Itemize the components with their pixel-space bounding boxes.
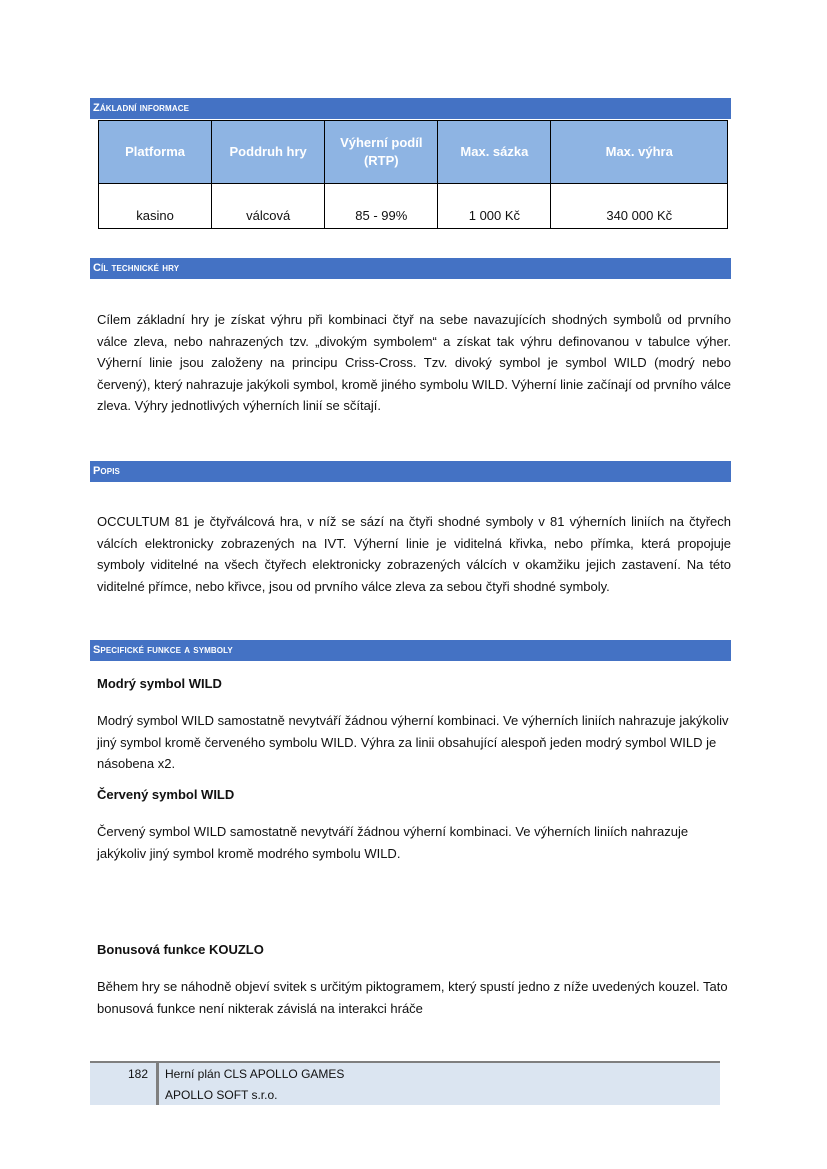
- blue-wild-paragraph: Modrý symbol WILD samostatně nevytváří žádnou výherní kombinaci. Ve výherních liniích nahrazuje jakýkoliv jiný symbol kromě červeného symbolu WILD. Výhra za linii obsahující alespoň jeden modrý symbol WILD je násobena x2.: [97, 713, 729, 771]
- page-footer: [90, 1061, 720, 1105]
- table-header: Max. výhra: [551, 121, 728, 184]
- goal-paragraph: Cílem základní hry je získat výhru při kombinaci čtyř na sebe navazujících shodných symbolů od prvního válce zleva, nebo nahrazených tzv. „divokým symbolem“ a získat tak výhru definovanou v tabulce výher. Výherní linie jsou založeny na principu Criss-Cross. Tzv. divoký symbol je symbol WILD (modrý nebo červený), který nahrazuje jakýkoli symbol, kromě jiného symbolu WILD. Výherní linie začínají od prvního válce zleva. Výhry jednotlivých výherních linií se sčítají.: [97, 312, 731, 413]
- table-header: Výherní podíl (RTP): [325, 121, 438, 184]
- table-header-row: [99, 121, 728, 184]
- table-row: [99, 184, 728, 229]
- section-header-goal: Cíl technické hry: [90, 258, 731, 279]
- section-header-features: Specifické funkce a symboly: [90, 640, 731, 661]
- table-cell: 340 000 Kč: [551, 184, 728, 229]
- footer-divider: [156, 1063, 159, 1105]
- table-cell: 85 - 99%: [325, 184, 438, 229]
- table-cell: válcová: [212, 184, 325, 229]
- red-wild-paragraph: Červený symbol WILD samostatně nevytváří žádnou výherní kombinaci. Ve výherních liniích nahrazuje jakýkoliv jiný symbol kromě modrého symbolu WILD.: [97, 824, 689, 861]
- table-header: Poddruh hry: [212, 121, 325, 184]
- table-cell: 1 000 Kč: [438, 184, 551, 229]
- bonus-heading: Bonusová funkce KOUZLO: [97, 942, 264, 957]
- description-paragraph: OCCULTUM 81 je čtyřválcová hra, v níž se sází na čtyři shodné symboly v 81 výherních liniích na čtyřech válcích elektronicky zobrazených na IVT. Výherní linie je viditelná křivka, nebo přímka, která propojuje symboly viditelné na všech čtyřech elektronicky zobrazených válcích v okamžiku jejich zastavení. Na této viditelné přímce, nebo křivce, jsou od prvního válce zleva za sebou čtyři shodné symboly.: [97, 514, 731, 594]
- table-cell: kasino: [99, 184, 212, 229]
- red-wild-heading: Červený symbol WILD: [97, 787, 235, 802]
- blue-wild-heading: Modrý symbol WILD: [97, 676, 222, 691]
- basic-info-table: [98, 120, 728, 229]
- section-header-basic-info: Základní informace: [90, 98, 731, 119]
- section-header-description: Popis: [90, 461, 731, 482]
- page-number: 182: [127, 1067, 148, 1081]
- table-header: Platforma: [99, 121, 212, 184]
- table-header: Max. sázka: [438, 121, 551, 184]
- footer-company: APOLLO SOFT s.r.o.: [165, 1088, 278, 1102]
- footer-document-title: Herní plán CLS APOLLO GAMES: [165, 1067, 345, 1081]
- bonus-paragraph: Během hry se náhodně objeví svitek s určitým piktogramem, který spustí jedno z níže uvedených kouzel. Tato bonusová funkce není nikterak závislá na interakci hráče: [97, 979, 728, 1016]
